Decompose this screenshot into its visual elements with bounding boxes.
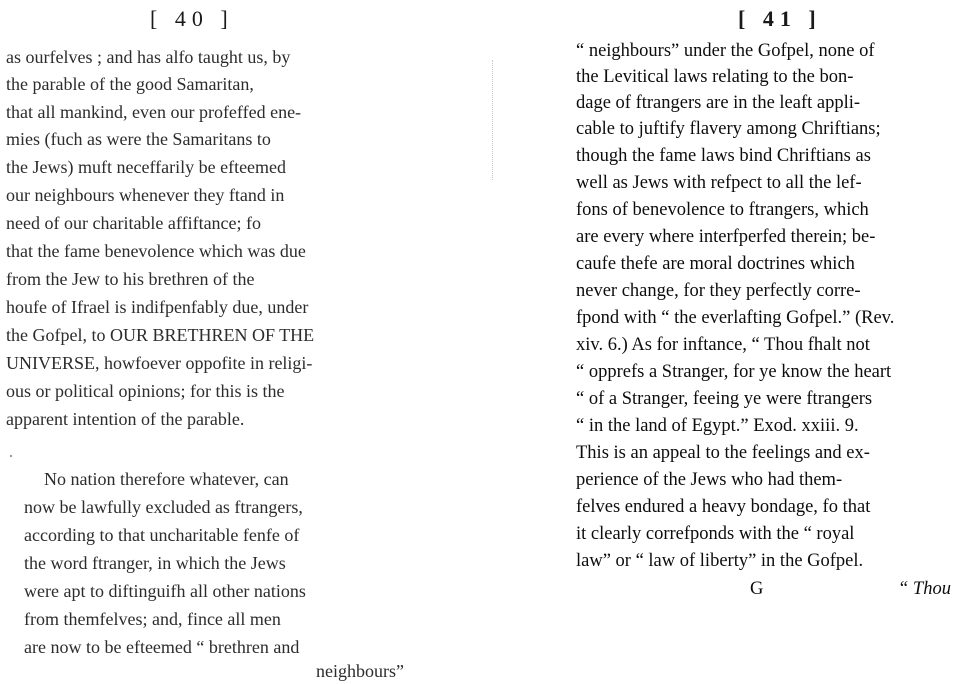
left-page-number: [ 40 ] [150, 6, 234, 31]
left-line-9: from the Jew to his brethren of the [6, 269, 255, 289]
left-line-11: the Gofpel, to OUR BRETHREN OF THE [6, 325, 315, 345]
right-line-4: cable to juftify flavery among Chriftians; [576, 119, 881, 139]
signature-mark: G [750, 579, 764, 599]
left-line-10: houfe of Ifrael is indifpenfably due, under [6, 297, 309, 317]
ink-speck [10, 455, 12, 457]
gutter-shadow [492, 60, 497, 180]
right-line-10: never change, for they perfectly corre- [576, 281, 861, 301]
left-line-19: were apt to diftinguifh all other nations [24, 581, 306, 601]
left-line-4: mies (fuch as were the Samaritans to [6, 129, 271, 149]
right-line-1: “ neighbours” under the Gofpel, none of [576, 41, 875, 61]
left-line-20: from themfelves; and, fince all men [24, 609, 281, 629]
left-line-8: that the fame benevolence which was due [6, 241, 306, 261]
right-line-11: fpond with “ the everlafting Gofpel.” (Rev. [576, 308, 895, 328]
right-line-6: well as Jews with refpect to all the lef- [576, 173, 862, 193]
right-line-15: “ in the land of Egypt.” Exod. xxiii. 9. [576, 416, 859, 436]
right-line-18: felves endured a heavy bondage, fo that [576, 497, 871, 517]
right-page [560, 0, 980, 684]
right-line-7: fons of benevolence to ftrangers, which [576, 200, 869, 220]
right-line-14: “ of a Stranger, feeing ye were ftrangers [576, 389, 873, 409]
right-line-17: perience of the Jews who had them- [576, 470, 843, 490]
left-page [0, 0, 440, 684]
left-line-18: the word ftranger, in which the Jews [24, 553, 286, 573]
left-line-14: apparent intention of the parable. [6, 409, 245, 429]
left-line-5: the Jews) muft neceffarily be efteemed [6, 157, 287, 177]
left-line-6: our neighbours whenever they ftand in [6, 185, 285, 205]
left-line-3: that all mankind, even our profeffed ene- [6, 102, 302, 122]
left-line-13: ous or political opinions; for this is the [6, 381, 285, 401]
catchword: “ Thou [898, 579, 951, 599]
right-line-19: it clearly correfponds with the “ royal [576, 524, 855, 544]
left-line-21: are now to be efteemed “ brethren and [24, 637, 300, 657]
left-line-2: the parable of the good Samaritan, [6, 74, 254, 94]
right-line-3: dage of ftrangers are in the leaft appli- [576, 93, 861, 113]
right-page-number: [ 41 ] [738, 6, 822, 31]
left-catch-line: neighbours” [316, 661, 404, 681]
right-line-12: xiv. 6.) As for inftance, “ Thou fhalt not [576, 335, 870, 355]
right-line-8: are every where interfperfed therein; be- [576, 227, 876, 247]
right-line-16: This is an appeal to the feelings and ex- [576, 443, 870, 463]
right-line-13: “ opprefs a Stranger, for ye know the heart [576, 362, 892, 382]
right-line-20: law” or “ law of liberty” in the Gofpel. [576, 551, 864, 571]
left-line-7: need of our charitable affiftance; fo [6, 213, 262, 233]
left-line-16: now be lawfully excluded as ftrangers, [24, 497, 303, 517]
left-line-12: UNIVERSE, howfoever oppofite in religi- [6, 353, 313, 373]
right-line-5: though the fame laws bind Chriftians as [576, 146, 871, 166]
left-line-1: as ourfelves ; and has alfo taught us, by [6, 47, 291, 67]
right-line-2: the Levitical laws relating to the bon- [576, 67, 854, 87]
left-line-15: No nation therefore whatever, can [44, 469, 289, 489]
right-line-9: caufe thefe are moral doctrines which [576, 254, 855, 274]
left-line-17: according to that uncharitable fenfe of [24, 525, 300, 545]
